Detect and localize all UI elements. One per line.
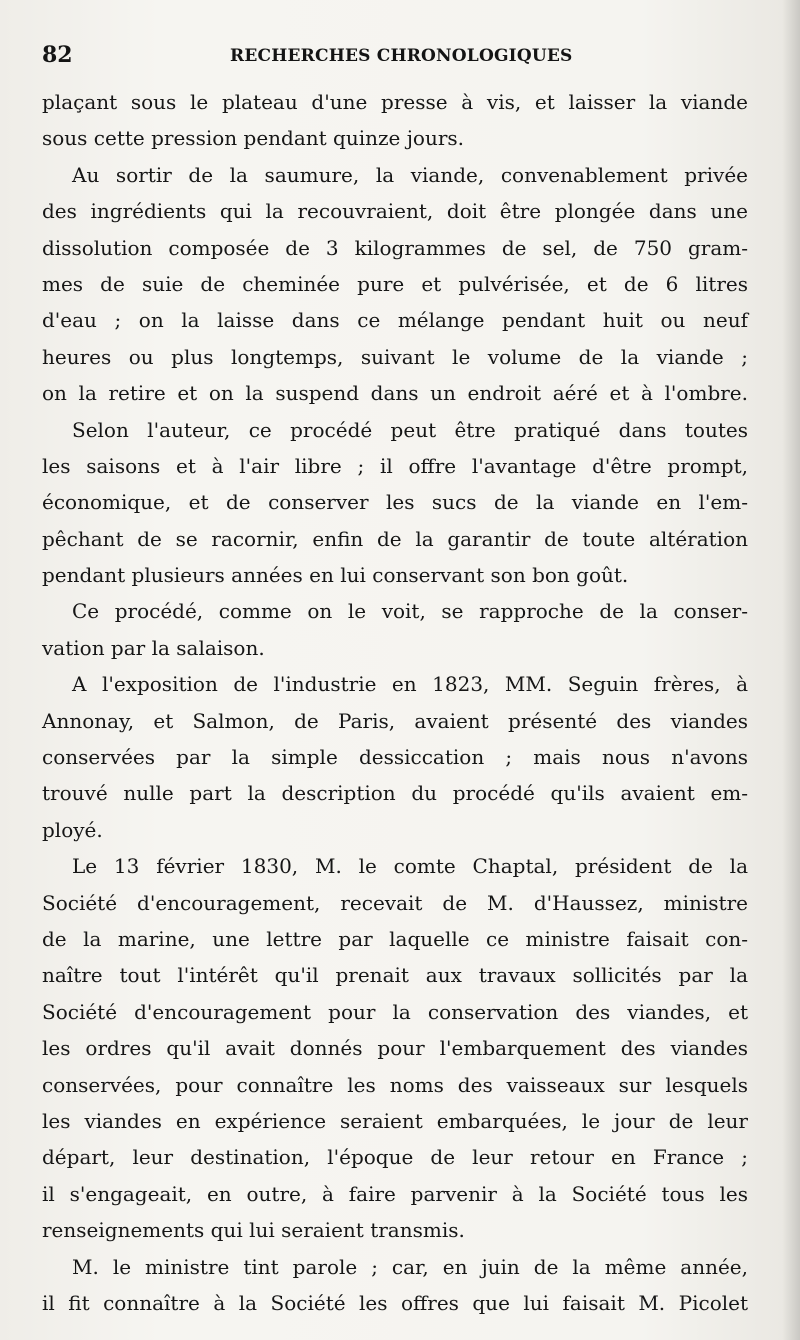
text-line: M. le ministre tint parole ; car, en juin de la même année, (72, 1254, 748, 1279)
text-line: Annonay, et Salmon, de Paris, avaient présenté des viandes (42, 708, 748, 733)
page-footer (42, 1298, 748, 1328)
text-line: Société d'encouragement pour la conservation des viandes, et (42, 999, 748, 1024)
text-line: Ce procédé, comme on le voit, se rapproche de la conser- (72, 599, 748, 624)
text-line: heures ou plus longtemps, suivant le volume de la viande ; (42, 344, 748, 369)
text-line: les ordres qu'il avait donnés pour l'embarquement des viandes (42, 1036, 748, 1061)
text-line: trouvé nulle part la description du procédé qu'ils avaient em- (42, 781, 748, 806)
body-text (42, 84, 748, 1321)
text-line: mes de suie de cheminée pure et pulvérisée, et de 6 litres (42, 271, 748, 296)
text-line: Le 13 février 1830, M. le comte Chaptal, président de la (72, 854, 748, 879)
text-line: dissolution composée de 3 kilogrammes de sel, de 750 gram- (42, 235, 748, 260)
text-line: Au sortir de la saumure, la viande, convenablement privée (72, 162, 748, 187)
text-line: Selon l'auteur, ce procédé peut être pratiqué dans toutes (72, 417, 748, 442)
text-line: Société d'encouragement, recevait de M. d'Haussez, ministre (42, 890, 748, 915)
text-line: naître tout l'intérêt qu'il prenait aux travaux sollicités par la (42, 963, 748, 988)
page-number: 82 (42, 42, 73, 68)
text-line: A l'exposition de l'industrie en 1823, MM. Seguin frères, à (72, 672, 748, 697)
running-title: RECHERCHES CHRONOLOGIQUES (230, 46, 573, 66)
text-line: conservées, pour connaître les noms des vaisseaux sur lesquels (42, 1072, 748, 1097)
text-line: renseignements qui lui seraient transmis. (42, 1218, 465, 1243)
text-line: vation par la salaison. (42, 635, 265, 660)
text-line: les saisons et à l'air libre ; il offre l'avantage d'être prompt, (42, 453, 748, 478)
text-line: plaçant sous le plateau d'une presse à vis, et laisser la viande (42, 90, 748, 114)
text-line: des ingrédients qui la recouvraient, doit être plongée dans une (42, 199, 748, 224)
text-line: il fit connaître à la Société les offres que lui faisait M. Picolet (42, 1290, 748, 1315)
page-gutter-shadow (782, 0, 800, 1340)
text-line: économique, et de conserver les sucs de la viande en l'em- (42, 490, 748, 515)
text-line: il s'engageait, en outre, à faire parvenir à la Société tous les (42, 1181, 748, 1206)
text-line: ployé. (42, 817, 103, 842)
text-line: pêchant de se racornir, enfin de la garantir de toute altération (42, 526, 748, 551)
text-line: départ, leur destination, l'époque de leur retour en France ; (42, 1145, 748, 1170)
text-line: pendant plusieurs années en lui conservant son bon goût. (42, 563, 629, 588)
text-line: sous cette pression pendant quinze jours. (42, 126, 465, 151)
page-header (42, 40, 752, 76)
text-line: on la retire et on la suspend dans un endroit aéré et à l'ombre. (42, 381, 748, 406)
text-line: d'eau ; on la laisse dans ce mélange pendant huit ou neuf (42, 308, 748, 333)
text-line: de la marine, une lettre par laquelle ce ministre faisait con- (42, 926, 748, 951)
text-line: les viandes en expérience seraient embarquées, le jour de leur (42, 1108, 748, 1133)
text-line: conservées par la simple dessiccation ; mais nous n'avons (42, 745, 748, 770)
